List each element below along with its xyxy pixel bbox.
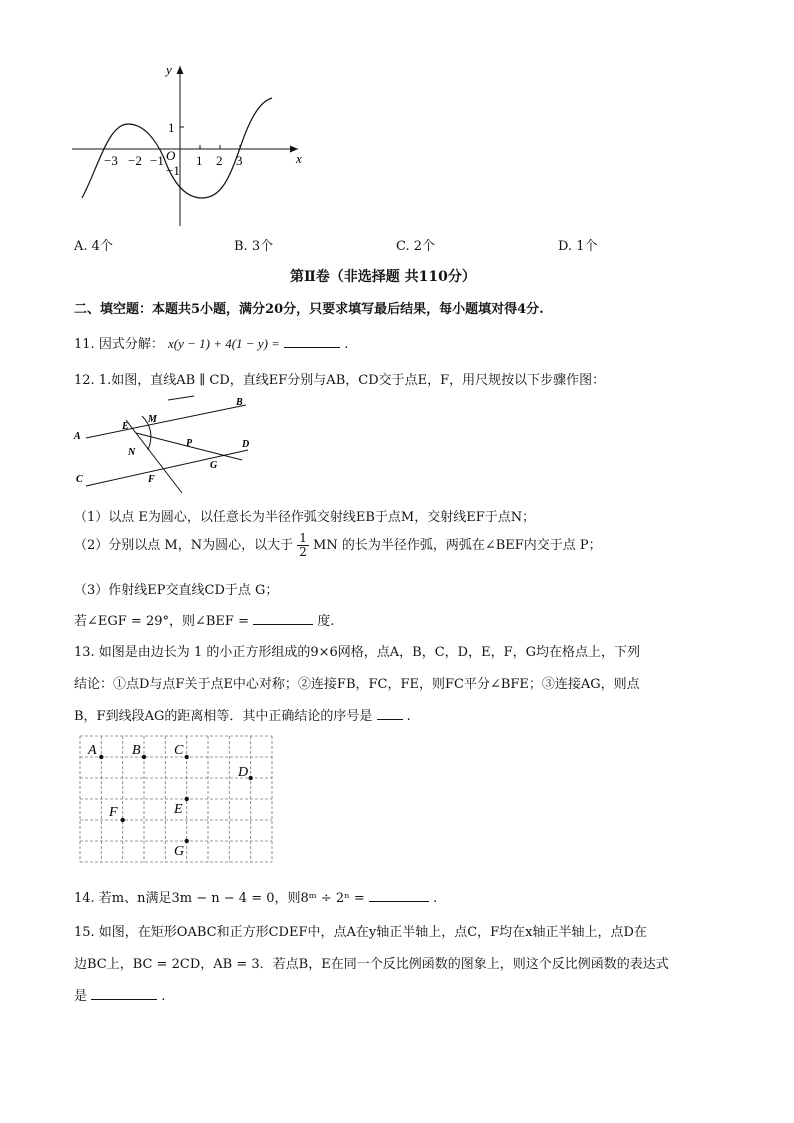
grid-label-e: E: [174, 802, 183, 817]
q13-line3: [74, 705, 411, 724]
point-f: [121, 818, 125, 822]
option-d[interactable]: D. 1个: [558, 239, 598, 254]
q11-number: 11.: [74, 337, 95, 352]
point-a: [99, 755, 103, 759]
tick-label-x-neg3: −3: [104, 153, 118, 168]
option-a[interactable]: A. 4个: [74, 239, 113, 254]
option-b[interactable]: B. 3个: [234, 239, 274, 254]
q14-end: .: [433, 891, 438, 906]
q13-line2: 结论：①点D与点F关于点E中心对称；②连接FB，FC，FE，则FC平分∠BFE；③连接AG，则点: [74, 677, 640, 692]
q15-answer-blank[interactable]: [91, 987, 157, 1000]
q12-question-a: 若∠EGF = 29°，则∠BEF =: [74, 614, 249, 629]
label-n: N: [128, 447, 136, 458]
fraction-one-half: [297, 532, 309, 559]
tick-label-x-2: 2: [216, 153, 223, 168]
x-axis-label: x: [296, 151, 302, 166]
q15-line3: [74, 985, 165, 1004]
fraction-numerator: 1: [299, 531, 307, 545]
q11-expression: x(y − 1) + 4(1 − y) =: [167, 336, 280, 351]
q13-line1: 13. 如图是由边长为 1 的小正方形组成的9×6网格，点A，B，C，D，E，F，G均在格点上，下列: [74, 645, 640, 660]
point-b: [142, 755, 146, 759]
part-heading: 二、填空题：本题共5小题，满分20分，只要求填写最后结果，每小题填对得4分.: [74, 302, 544, 317]
label-d: D: [242, 439, 250, 450]
label-m: M: [148, 414, 157, 425]
label-f: F: [148, 474, 155, 485]
grid-label-c: C: [174, 743, 184, 758]
q15-line3-text: 是: [74, 989, 88, 1004]
tick-label-y-neg1: −1: [166, 163, 180, 178]
tick-label-x-1: 1: [196, 153, 203, 168]
point-c: [185, 755, 189, 759]
q11-answer-blank[interactable]: [284, 335, 340, 348]
y-axis-label: y: [166, 62, 172, 77]
origin-label: O: [166, 148, 176, 163]
label-g: G: [210, 460, 218, 471]
point-g: [185, 839, 189, 843]
q13-grid-figure: [80, 736, 276, 864]
q12-intro: 12. 1.如图，直线AB ∥ CD，直线EF分别与AB，CD交于点E，F，用尺规按以下步骤作图：: [74, 373, 606, 388]
q11-end: .: [344, 337, 349, 352]
tick-label-x-neg1: −1: [150, 153, 164, 168]
grid-label-b: B: [132, 743, 141, 758]
grid-label-g: G: [174, 844, 185, 859]
label-p: P: [186, 438, 193, 449]
q13-line3-end: .: [406, 709, 411, 724]
q13-answer-blank[interactable]: [377, 707, 403, 720]
tick-label-x-3: 3: [236, 153, 243, 168]
point-d: [249, 776, 253, 780]
q14-text: 14. 若m、n满足3m − n − 4 = 0，则8ᵐ ÷ 2ⁿ =: [74, 891, 365, 906]
q15-line1: 15. 如图，在矩形OABC和正方形CDEF中，点A在y轴正半轴上，点C，F均在x轴正半轴上，点D在: [74, 925, 647, 940]
q11-text: 因式分解：: [98, 337, 164, 352]
q12-question-b: 度.: [317, 614, 335, 629]
question-14: [74, 887, 437, 906]
y-axis-arrow: [177, 66, 184, 74]
q12-step1: （1）以点 E为圆心，以任意长为半径作弧交射线EB于点M，交射线EF于点N；: [74, 510, 536, 525]
tick-label-x-neg2: −2: [128, 153, 142, 168]
q14-answer-blank[interactable]: [369, 889, 429, 902]
point-e: [185, 797, 189, 801]
label-b: B: [236, 397, 243, 408]
label-e: E: [122, 421, 129, 432]
grid-label-f: F: [109, 805, 118, 820]
section-title: 第Ⅱ卷（非选择题 共110分）: [290, 269, 476, 285]
q12-question: [74, 610, 334, 629]
line-ab: [86, 405, 246, 438]
tick-label-y-1: 1: [168, 120, 175, 135]
function-graph: [60, 58, 320, 233]
fraction-denominator: 2: [299, 545, 307, 559]
q12-figure: [70, 392, 260, 497]
q12-step3: （3）作射线EP交直线CD于点 G；: [74, 583, 279, 598]
q15-line2: 边BC上，BC = 2CD，AB = 3．若点B，E在同一个反比例函数的图象上，则这个反比例函数的表达式: [74, 957, 669, 972]
q13-line3-text: B，F到线段AG的距离相等．其中正确结论的序号是: [74, 709, 373, 724]
question-11: [74, 333, 348, 352]
label-a: A: [74, 431, 81, 442]
q15-line3-end: .: [161, 989, 166, 1004]
q12-step2-b: MN 的长为半径作弧，两弧在∠BEF内交于点 P；: [313, 538, 602, 553]
label-c: C: [76, 474, 83, 485]
q12-step2: [74, 532, 602, 559]
option-c[interactable]: C. 2个: [396, 239, 436, 254]
grid-label-d: D: [238, 765, 249, 780]
q12-answer-blank[interactable]: [253, 612, 313, 625]
q12-step2-a: （2）分别以点 M，N为圆心，以大于: [74, 538, 294, 553]
function-curve: [82, 98, 272, 198]
grid-label-a: A: [88, 743, 97, 758]
